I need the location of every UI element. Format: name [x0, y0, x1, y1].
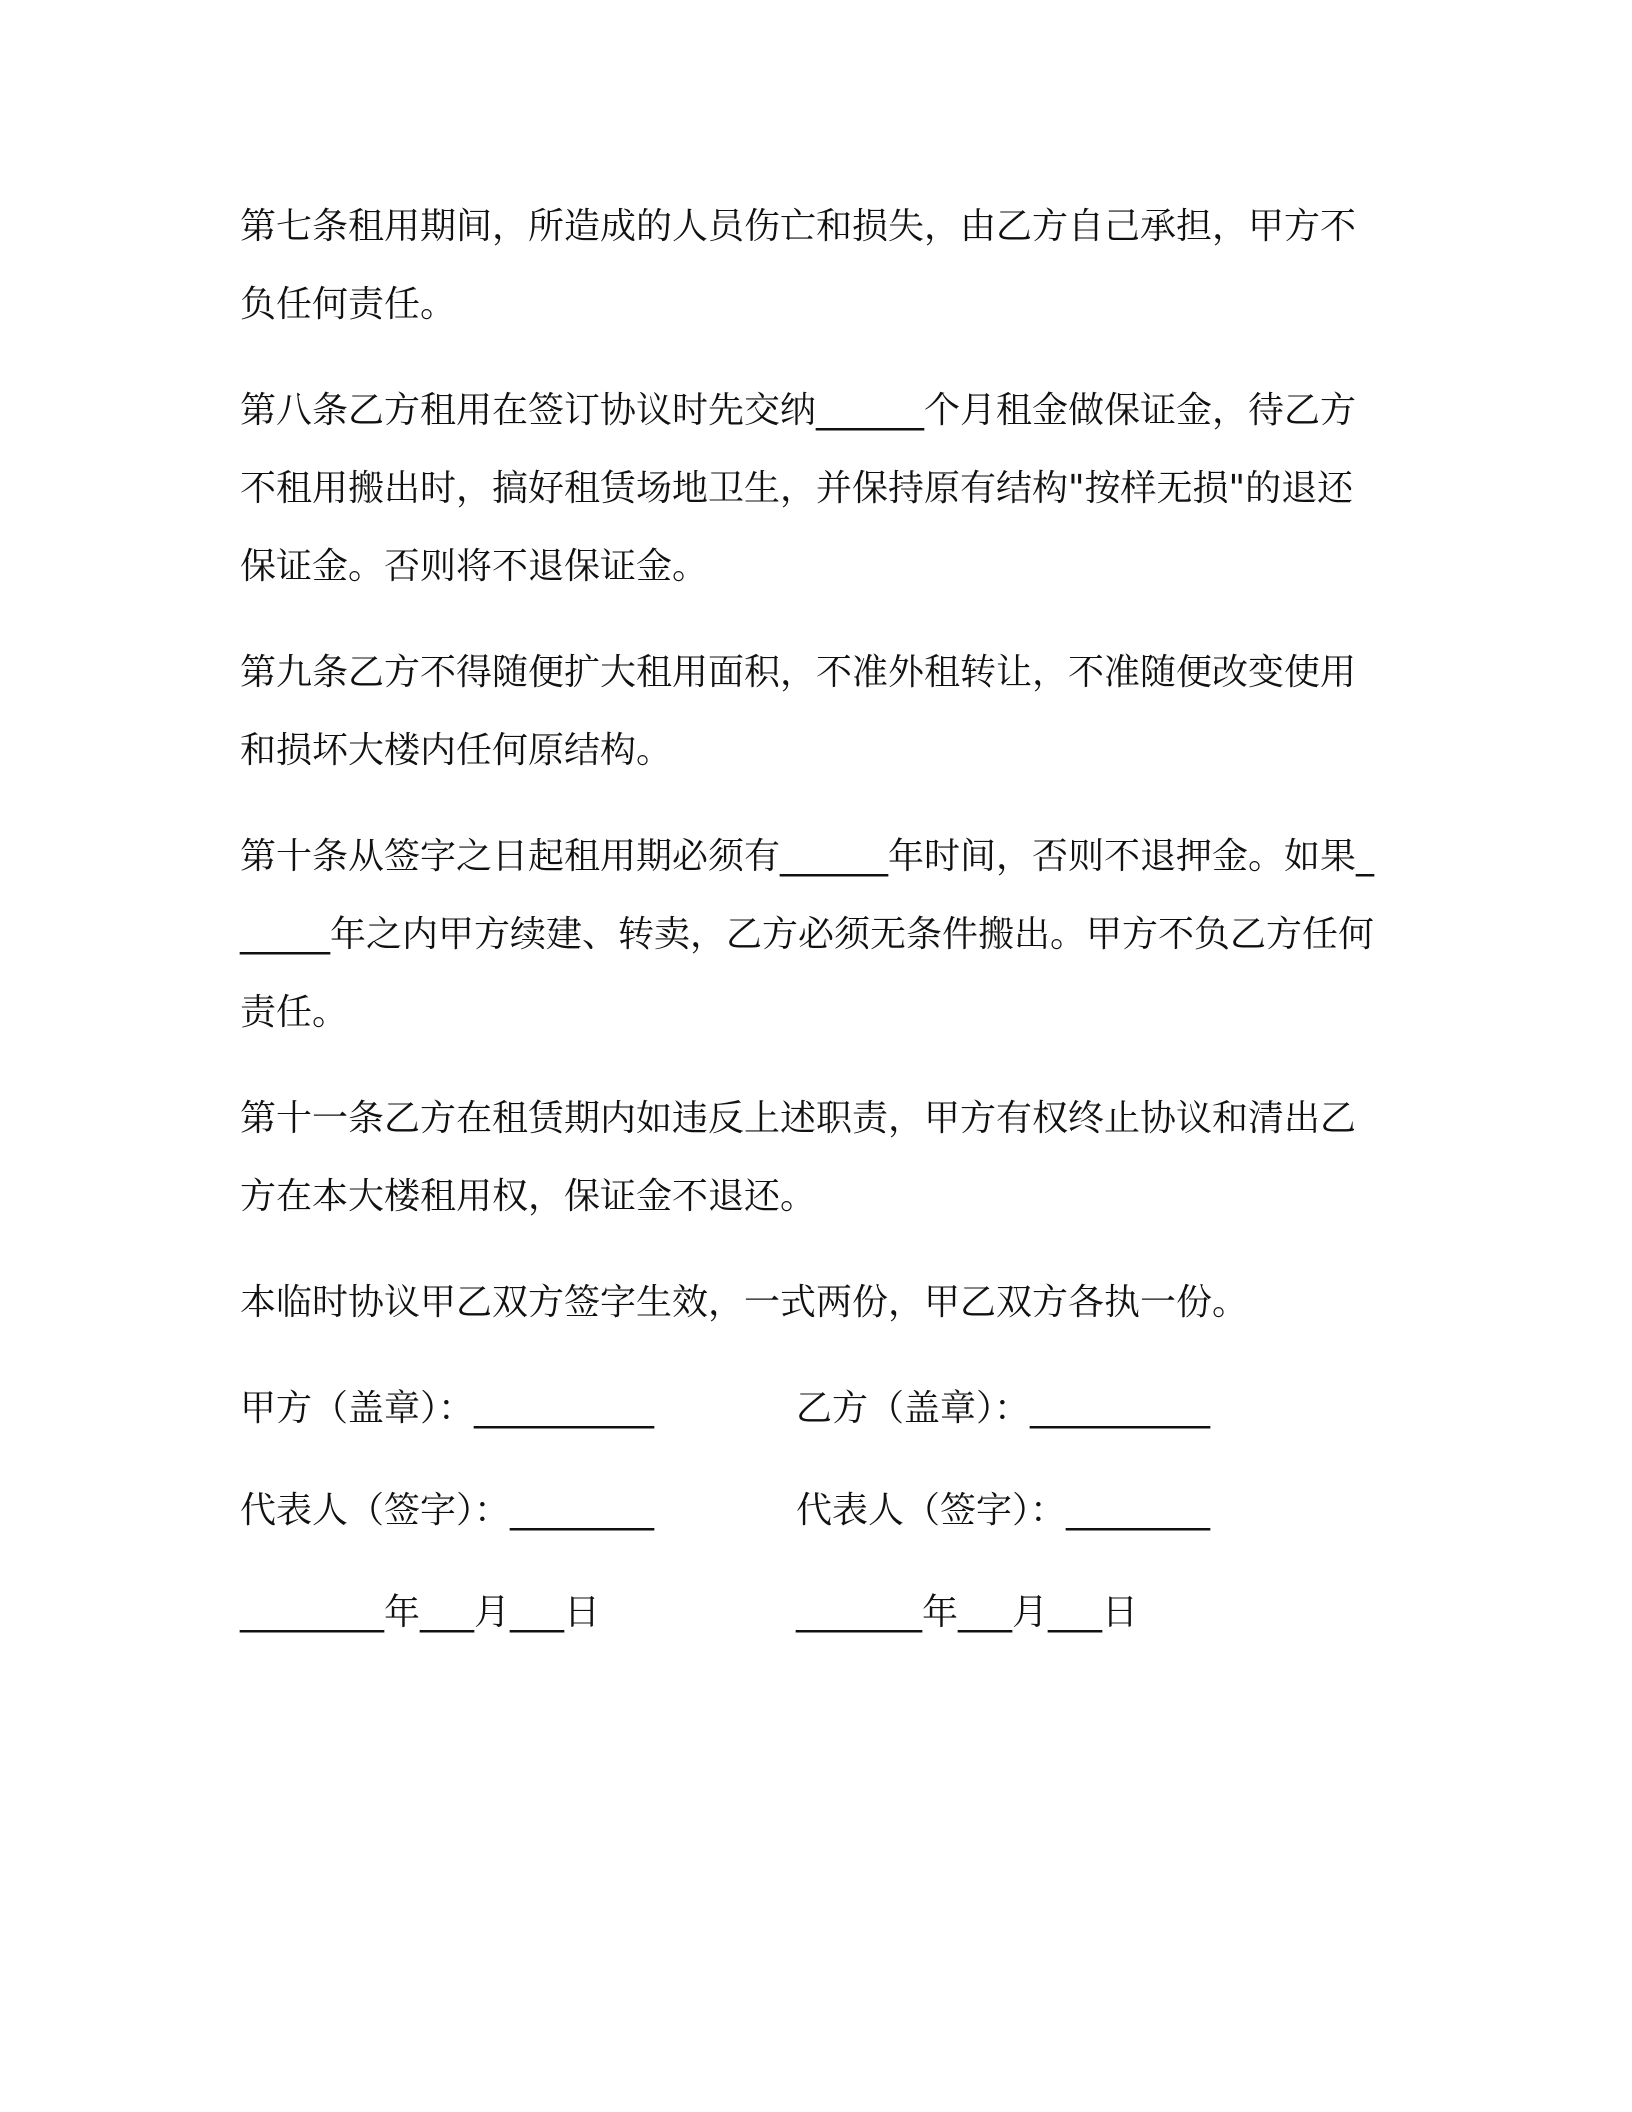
- seal-row: [240, 1370, 1380, 1472]
- effectiveness-clause: 本临时协议甲乙双方签字生效，一式两份，甲乙双方各执一份。: [240, 1282, 1249, 1323]
- party-a-representative-field: 代表人（签字）：________: [240, 1490, 655, 1531]
- clause-11: 第十一条乙方在租赁期内如违反上述职责，甲方有权终止协议和清出乙方在本大楼租用权，保证金不退还。: [240, 1098, 1357, 1217]
- party-b-representative-field: 代表人（签字）：________: [796, 1490, 1211, 1531]
- party-b-seal-field: 乙方（盖章）：__________: [796, 1388, 1211, 1429]
- clause-8: 第八条乙方租用在签订协议时先交纳______个月租金做保证金，待乙方不租用搬出时，搞好租赁场地卫生，并保持原有结构"按样无损"的退还保证金。否则将不退保证金。: [240, 390, 1357, 587]
- date-row: [240, 1574, 1380, 1676]
- clause-7: 第七条租用期间，所造成的人员伤亡和损失，由乙方自己承担，甲方不负任何责任。: [240, 206, 1357, 325]
- clause-9: 第九条乙方不得随便扩大租用面积，不准外租转让，不准随便改变使用和损坏大楼内任何原结构。: [240, 652, 1357, 771]
- party-a-date-field: ________年___月___日: [240, 1592, 600, 1633]
- clause-10: 第十条从签字之日起租用期必须有______年时间，否则不退押金。如果______年之内甲方续建、转卖，乙方必须无条件搬出。甲方不负乙方任何责任。: [240, 836, 1375, 1033]
- document-body: [240, 188, 1380, 1676]
- party-b-date-field: _______年___月___日: [796, 1592, 1138, 1633]
- party-a-seal-field: 甲方（盖章）：__________: [240, 1388, 655, 1429]
- representative-row: [240, 1472, 1380, 1574]
